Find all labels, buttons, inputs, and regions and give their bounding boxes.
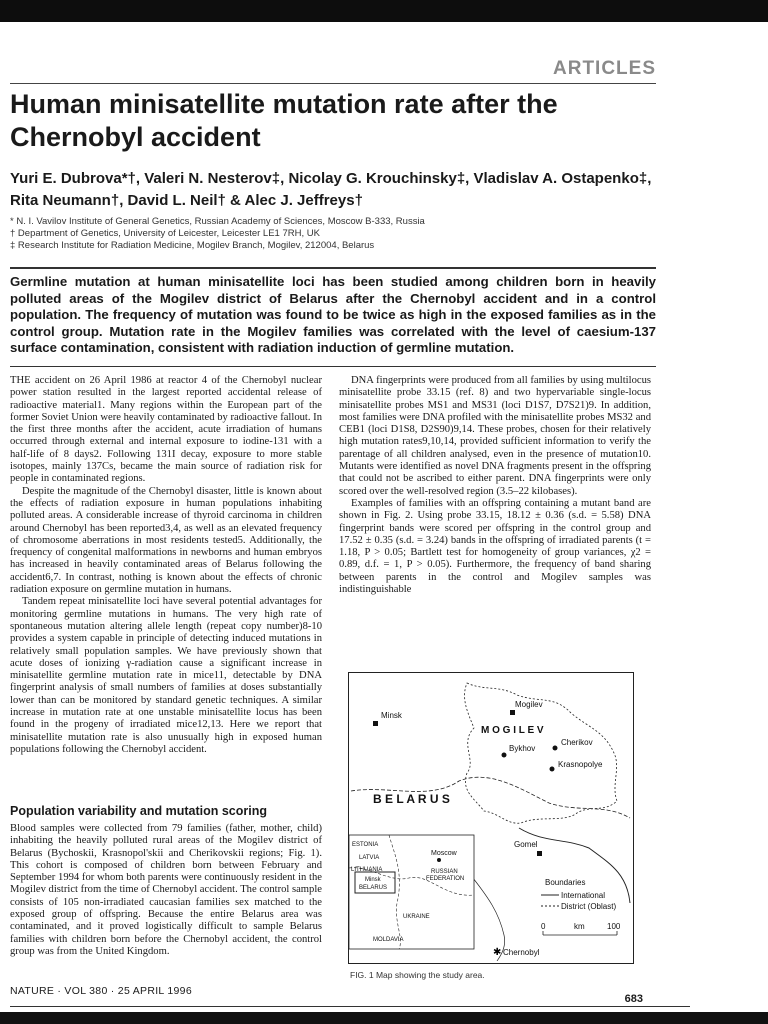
- label-minsk: Minsk: [381, 711, 402, 720]
- label-krasnopolye: Krasnopolye: [558, 760, 603, 769]
- inset-moscow-marker: [437, 858, 441, 862]
- inset-label-federation: FEDERATION: [426, 876, 465, 882]
- map-legend: [541, 878, 621, 935]
- top-scan-gap: [0, 22, 768, 28]
- figure-caption: FIG. 1 Map showing the study area.: [350, 970, 485, 980]
- left-column-lower: [10, 823, 322, 958]
- top-scan-bar: [0, 0, 768, 22]
- inset-label-latvia: LATVIA: [359, 855, 380, 861]
- affiliations: [10, 216, 660, 252]
- scale-unit: km: [574, 922, 585, 931]
- inset-label-moldavia: MOLDAVIA: [373, 937, 404, 943]
- footer-rule: [10, 1006, 690, 1007]
- scale-zero: 0: [541, 922, 546, 931]
- abstract: Germline mutation at human minisatellite loci has been studied among children born in heavily polluted areas of the Mogilev district of Belarus after the Chernobyl accident and in a control population. The frequency of mutation was found to be twice as high in the exposed families as in the control group. Mutation rate in the Mogilev families was correlated with the level of caesium-137 surface contamination, consistent with radiation induction of germline mutation.: [10, 274, 656, 355]
- inset-map: [349, 835, 474, 949]
- subheading: Population variability and mutation scoring: [10, 804, 267, 818]
- legend-district: District (Oblast): [561, 902, 617, 911]
- paragraph-intro: THE accident on 26 April 1986 at reactor 4 of the Chernobyl nuclear power station resulted in the largest reported accidental release of radioactive material1. Many regions within the European part of the former Soviet Union were heavily contaminated by radioactive fallout. In the first three months after the accident, acute irradiation of humans occurred through external and internal exposure to iodine-131 with a half-life of 8 days2. Following 131I decay, exposure to more stable isotopes, mainly 137Cs, became the main source of radiation risk for people in contaminated regions.: [10, 375, 322, 485]
- krasnopolye-marker: [550, 767, 555, 772]
- label-gomel: Gomel: [514, 840, 538, 849]
- legend-title: Boundaries: [545, 878, 586, 887]
- paragraph-despite: Despite the magnitude of the Chernobyl disaster, little is known about the effects of radiation exposure in human populations inhabiting polluted areas. A considerable increase of thyroid carcinoma in children around Chernobyl has been reported3,4, as well as an elevated frequency of chromosome aberrations in most residents tested5. Additionally, the frequency of congenital malformations in newborns and human embryos has increased in heavily contaminated areas of Belarus following the accident6,7. In contrast, nothing is known about the effects of chronic radiation exposure on germline mutation in humans.: [10, 485, 322, 596]
- section-rule: [10, 83, 656, 84]
- journal-footer: NATURE · VOL 380 · 25 APRIL 1996: [10, 985, 192, 997]
- label-region-mogilev: M O G I L E V: [481, 725, 544, 736]
- minsk-marker: [373, 721, 378, 726]
- label-chernobyl: Chernobyl: [503, 948, 540, 957]
- inset-label-lithuania: LITHUANIA: [351, 867, 383, 873]
- abstract-bottom-rule: [10, 366, 656, 367]
- inset-label-russian: RUSSIAN: [431, 869, 458, 875]
- inset-label-moscow: Moscow: [431, 850, 457, 857]
- study-area-map: [349, 673, 631, 961]
- inset-label-ukraine: UKRAINE: [403, 914, 430, 920]
- paragraph-blood-samples: Blood samples were collected from 79 families (father, mother, child) inhabiting the heavily polluted rural areas of the Mogilev district of Belarus (Bychoskii, Krasnopol'skii and Cherikovskii regions; Fig. 1). This cohort is composed of children born between February and September 1994 for whom both parents were continuously resident in the Mogilev district from the time of Chernobyl accident. The control sample consists of 105 non-irradiated caucasian families sex matched to the exposed group of offspring. Because the entire Belarus area was contaminated, and it proved logistically difficult to sample Belarus families with children born before the Chernobyl accident, the control group was from the United Kingdom.: [10, 823, 322, 957]
- chernobyl-star-icon: ✱: [493, 947, 502, 958]
- legend-international: International: [561, 891, 606, 900]
- label-country-belarus: B E L A R U S: [373, 792, 450, 806]
- paragraph-tandem: Tandem repeat minisatellite loci have several potential advantages for monitoring germline mutations in humans. The very high rate of spontaneous mutation altering allele length (repeat copy number)8-10 provides a system capable in principle of detecting induced mutations in relatively small population samples. We have previously shown that acute doses of ionizing γ-radiation cause a significant increase in minisatellite germline mutation rate in mice11, detectable by DNA fingerprint analysis of small numbers of families at doses substantially lower than can be monitored by standard genetic techniques. A similar increase in mutation rate at one unstable minisatellite locus has been found in the progeny of irradiated mice12,13. Here we report that minisatellite mutation rate is also unusually high in exposed human populations following the Chernobyl accident.: [10, 596, 322, 755]
- bottom-scan-bar: [0, 1012, 768, 1024]
- affiliation-3: ‡ Research Institute for Radiation Medicine, Mogilev Branch, Mogilev, 212004, Belarus: [10, 240, 375, 251]
- page-number: 683: [624, 993, 643, 1005]
- bykhov-marker: [502, 753, 507, 758]
- label-cherikov: Cherikov: [561, 738, 593, 747]
- label-mogilev: Mogilev: [515, 700, 543, 709]
- abstract-top-rule: [10, 267, 656, 269]
- paragraph-dna-fingerprints: DNA fingerprints were produced from all families by using multilocus minisatellite probe 33.15 (ref. 8) and two hypervariable single-locus minisatellite probes MS1 and MS31 (loci D1S7, D7S21)9. In addition, most families were DNA profiled with the minisatellite probes MS32 and CEB1 (loci D1S8, D2S90)9,14. These probes, chosen for their relatively high mutation rates9,10,14, provided sufficient information to verify the parentage of all children analysed, even in the presence of mutation10. Mutants were identified as novel DNA fragments present in the offspring that could not be ascribed to either parent. DNA fingerprints were only scored over the well-resolved region (3.5–22 kilobases).: [339, 375, 651, 497]
- inset-label-minsk: Minsk: [365, 877, 381, 883]
- scale-hundred: 100: [607, 922, 621, 931]
- affiliation-2: † Department of Genetics, University of Leicester, Leicester LE1 7RH, UK: [10, 228, 320, 239]
- paragraph-examples: Examples of families with an offspring containing a mutant band are shown in Fig. 2. Using probe 33.15, 18.12 ± 0.36 (s.d. = 5.58) DNA fingerprint bands were scored per offspring in the control group and 17.52 ± 0.35 (s.d. = 3.24) bands in the offspring of irradiated parents (t = 1.18, P > 0.05; Bartlett test for homogeneity of group variances, χ2 = 0.89, d.f. = 1, P > 0.05). Furthermore, the frequency of band sharing between parents in the control and Mogilev samples was indistinguishable: [339, 497, 651, 596]
- author-list: Yuri E. Dubrova*†, Valeri N. Nesterov‡, Nicolay G. Krouchinsky‡, Vladislav A. Ostapenko‡, Rita Neumann†, David L. Neil† & Alec J. Jeffreys†: [10, 170, 652, 209]
- left-column: [10, 375, 322, 756]
- mogilev-marker: [510, 710, 515, 715]
- right-column: [339, 375, 651, 596]
- affiliation-1: * N. I. Vavilov Institute of General Genetics, Russian Academy of Sciences, Moscow B-333, Russia: [10, 216, 425, 227]
- section-label: ARTICLES: [553, 58, 656, 79]
- inset-label-estonia: ESTONIA: [352, 842, 379, 848]
- inset-label-belarus: BELARUS: [359, 885, 388, 891]
- cherikov-marker: [553, 746, 558, 751]
- label-bykhov: Bykhov: [509, 744, 536, 753]
- gomel-marker: [537, 851, 542, 856]
- article-title: Human minisatellite mutation rate after the Chernobyl accident: [10, 89, 558, 152]
